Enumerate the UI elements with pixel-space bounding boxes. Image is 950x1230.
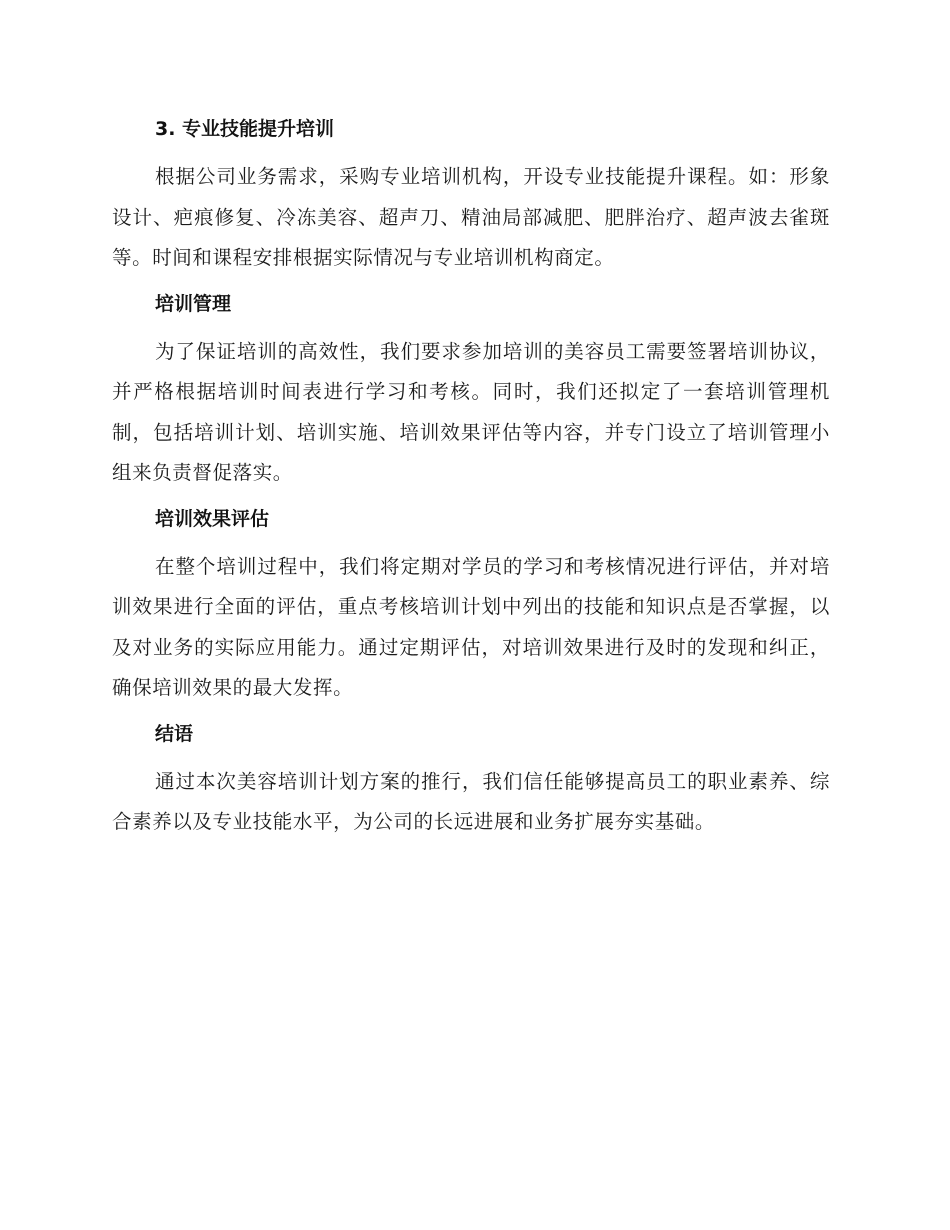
section-heading: 结语	[155, 722, 194, 745]
section-paragraph: 根据公司业务需求，采购专业培训机构，开设专业技能提升课程。如：形象设计、疤痕修复、冷冻美容、超声刀、精油局部减肥、肥胖治疗、超声波去雀斑等。时间和课程安排根据实际情况与专业培训机构商定。	[112, 165, 830, 269]
section-training-evaluation	[112, 504, 830, 709]
section-heading: 培训管理	[155, 292, 232, 315]
section-heading: 培训效果评估	[155, 507, 270, 530]
section-paragraph: 通过本次美容培训计划方案的推行，我们信任能够提高员工的职业素养、综合素养以及专业技能水平，为公司的长远进展和业务扩展夯实基础。	[112, 769, 830, 833]
section-skill-training	[112, 114, 830, 279]
section-training-management	[112, 289, 830, 494]
section-paragraph: 为了保证培训的高效性，我们要求参加培训的美容员工需要签署培训协议，并严格根据培训时间表进行学习和考核。同时，我们还拟定了一套培训管理机制，包括培训计划、培训实施、培训效果评估等内容，并专门设立了培训管理小组来负责督促落实。	[112, 339, 830, 484]
section-conclusion	[112, 719, 830, 843]
section-paragraph: 在整个培训过程中，我们将定期对学员的学习和考核情况进行评估，并对培训效果进行全面的评估，重点考核培训计划中列出的技能和知识点是否掌握，以及对业务的实际应用能力。通过定期评估，对培训效果进行及时的发现和纠正，确保培训效果的最大发挥。	[112, 554, 830, 699]
section-heading: 3. 专业技能提升培训	[155, 118, 335, 140]
